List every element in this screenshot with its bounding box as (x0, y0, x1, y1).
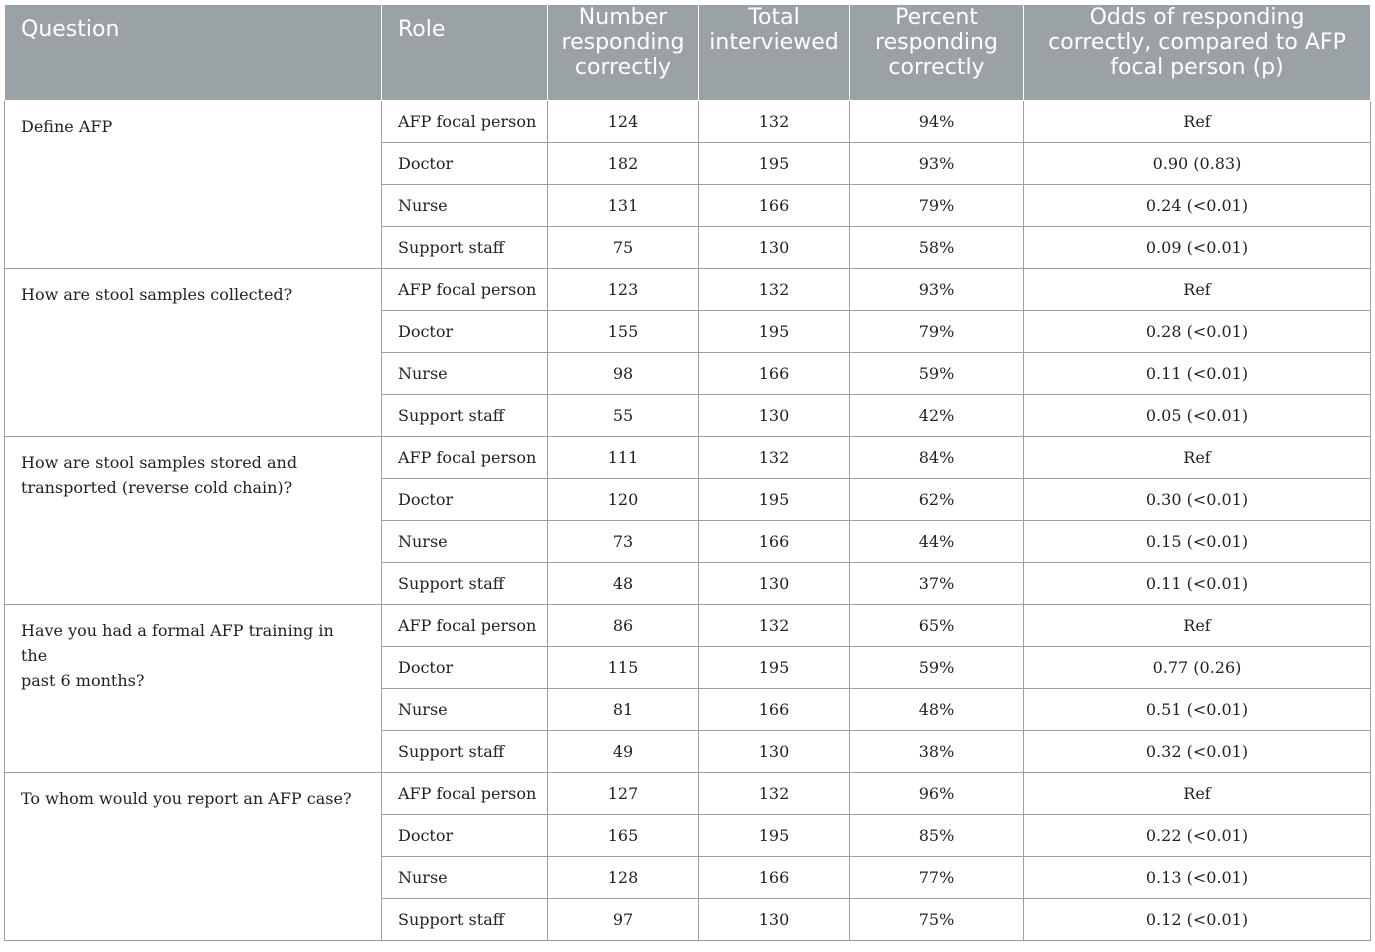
total-cell: 130 (699, 563, 850, 605)
total-cell: 132 (699, 269, 850, 311)
number-cell: 115 (548, 647, 699, 689)
percent-cell: 48% (850, 689, 1024, 731)
question-cell (5, 101, 382, 269)
odds-cell: 0.09 (<0.01) (1024, 227, 1371, 269)
total-cell: 166 (699, 689, 850, 731)
number-cell: 73 (548, 521, 699, 563)
percent-cell: 37% (850, 563, 1024, 605)
question-cell (5, 269, 382, 437)
question-text-line: How are stool samples collected? (21, 285, 293, 304)
percent-cell: 79% (850, 185, 1024, 227)
total-cell: 166 (699, 857, 850, 899)
number-cell: 123 (548, 269, 699, 311)
total-cell: 130 (699, 395, 850, 437)
percent-cell: 85% (850, 815, 1024, 857)
odds-cell: Ref (1024, 269, 1371, 311)
total-cell: 130 (699, 227, 850, 269)
role-cell: AFP focal person (382, 605, 548, 647)
role-cell: Doctor (382, 647, 548, 689)
odds-cell: 0.12 (<0.01) (1024, 899, 1371, 941)
header-odds-line: correctly, compared to AFP (1048, 30, 1346, 55)
odds-cell: 0.90 (0.83) (1024, 143, 1371, 185)
role-cell: AFP focal person (382, 773, 548, 815)
question-text-line: How are stool samples stored and (21, 453, 298, 472)
number-cell: 182 (548, 143, 699, 185)
number-cell: 124 (548, 101, 699, 143)
table-row (5, 101, 1371, 143)
header-row (5, 5, 1371, 101)
table-header (5, 5, 1371, 101)
role-cell: Nurse (382, 185, 548, 227)
odds-cell: 0.15 (<0.01) (1024, 521, 1371, 563)
percent-cell: 79% (850, 311, 1024, 353)
percent-cell: 44% (850, 521, 1024, 563)
number-cell: 55 (548, 395, 699, 437)
header-total (699, 5, 850, 101)
number-cell: 127 (548, 773, 699, 815)
question-text-line: Define AFP (21, 117, 113, 136)
number-cell: 111 (548, 437, 699, 479)
header-odds-line: Odds of responding (1089, 5, 1305, 30)
odds-cell: 0.28 (<0.01) (1024, 311, 1371, 353)
header-total-line: Total (748, 5, 800, 30)
odds-cell: Ref (1024, 605, 1371, 647)
total-cell: 166 (699, 353, 850, 395)
odds-cell: Ref (1024, 773, 1371, 815)
role-cell: Support staff (382, 395, 548, 437)
role-cell: Nurse (382, 689, 548, 731)
odds-cell: 0.32 (<0.01) (1024, 731, 1371, 773)
odds-cell: Ref (1024, 437, 1371, 479)
table-row (5, 269, 1371, 311)
total-cell: 195 (699, 311, 850, 353)
number-cell: 75 (548, 227, 699, 269)
odds-cell: 0.24 (<0.01) (1024, 185, 1371, 227)
percent-cell: 93% (850, 143, 1024, 185)
question-cell (5, 437, 382, 605)
header-number (548, 5, 699, 101)
percent-cell: 42% (850, 395, 1024, 437)
odds-cell: 0.13 (<0.01) (1024, 857, 1371, 899)
odds-cell: 0.77 (0.26) (1024, 647, 1371, 689)
total-cell: 195 (699, 647, 850, 689)
odds-cell: 0.11 (<0.01) (1024, 353, 1371, 395)
percent-cell: 93% (850, 269, 1024, 311)
total-cell: 130 (699, 899, 850, 941)
question-cell (5, 773, 382, 941)
percent-cell: 77% (850, 857, 1024, 899)
header-percent-line: responding (875, 30, 998, 55)
header-question: Question (5, 5, 382, 101)
total-cell: 166 (699, 521, 850, 563)
role-cell: Doctor (382, 479, 548, 521)
total-cell: 166 (699, 185, 850, 227)
role-cell: Nurse (382, 857, 548, 899)
odds-cell: 0.05 (<0.01) (1024, 395, 1371, 437)
number-cell: 81 (548, 689, 699, 731)
odds-cell: Ref (1024, 101, 1371, 143)
header-number-line: responding (561, 30, 685, 55)
percent-cell: 59% (850, 353, 1024, 395)
percent-cell: 75% (850, 899, 1024, 941)
total-cell: 132 (699, 437, 850, 479)
table-row (5, 605, 1371, 647)
question-text-line: transported (reverse cold chain)? (21, 478, 293, 497)
number-cell: 86 (548, 605, 699, 647)
header-percent-line: Percent (895, 5, 978, 30)
number-cell: 97 (548, 899, 699, 941)
percent-cell: 62% (850, 479, 1024, 521)
role-cell: Doctor (382, 143, 548, 185)
percent-cell: 38% (850, 731, 1024, 773)
percent-cell: 84% (850, 437, 1024, 479)
results-table (4, 4, 1371, 941)
header-odds (1024, 5, 1371, 101)
total-cell: 132 (699, 101, 850, 143)
number-cell: 49 (548, 731, 699, 773)
header-role: Role (382, 5, 548, 101)
header-odds-line: focal person (p) (1110, 55, 1284, 80)
total-cell: 195 (699, 815, 850, 857)
number-cell: 128 (548, 857, 699, 899)
question-text-line: past 6 months? (21, 671, 145, 690)
table-row (5, 437, 1371, 479)
odds-cell: 0.22 (<0.01) (1024, 815, 1371, 857)
header-number-line: Number (578, 5, 668, 30)
percent-cell: 58% (850, 227, 1024, 269)
header-total-line: interviewed (709, 30, 839, 55)
percent-cell: 65% (850, 605, 1024, 647)
percent-cell: 96% (850, 773, 1024, 815)
question-text-line: To whom would you report an AFP case? (21, 789, 352, 808)
number-cell: 98 (548, 353, 699, 395)
role-cell: Support staff (382, 899, 548, 941)
total-cell: 195 (699, 143, 850, 185)
total-cell: 132 (699, 605, 850, 647)
number-cell: 120 (548, 479, 699, 521)
odds-cell: 0.30 (<0.01) (1024, 479, 1371, 521)
table-body (5, 101, 1371, 941)
role-cell: AFP focal person (382, 101, 548, 143)
question-text-line: Have you had a formal AFP training in the (21, 621, 334, 665)
percent-cell: 94% (850, 101, 1024, 143)
total-cell: 130 (699, 731, 850, 773)
table-container (4, 4, 1371, 941)
role-cell: AFP focal person (382, 437, 548, 479)
role-cell: Doctor (382, 815, 548, 857)
role-cell: Support staff (382, 731, 548, 773)
odds-cell: 0.51 (<0.01) (1024, 689, 1371, 731)
total-cell: 132 (699, 773, 850, 815)
role-cell: Nurse (382, 353, 548, 395)
role-cell: AFP focal person (382, 269, 548, 311)
role-cell: Doctor (382, 311, 548, 353)
role-cell: Support staff (382, 563, 548, 605)
header-percent-line: correctly (888, 55, 985, 80)
header-percent (850, 5, 1024, 101)
number-cell: 48 (548, 563, 699, 605)
role-cell: Nurse (382, 521, 548, 563)
total-cell: 195 (699, 479, 850, 521)
header-number-line: correctly (574, 55, 672, 80)
number-cell: 131 (548, 185, 699, 227)
number-cell: 165 (548, 815, 699, 857)
percent-cell: 59% (850, 647, 1024, 689)
table-row (5, 773, 1371, 815)
number-cell: 155 (548, 311, 699, 353)
question-cell (5, 605, 382, 773)
role-cell: Support staff (382, 227, 548, 269)
odds-cell: 0.11 (<0.01) (1024, 563, 1371, 605)
